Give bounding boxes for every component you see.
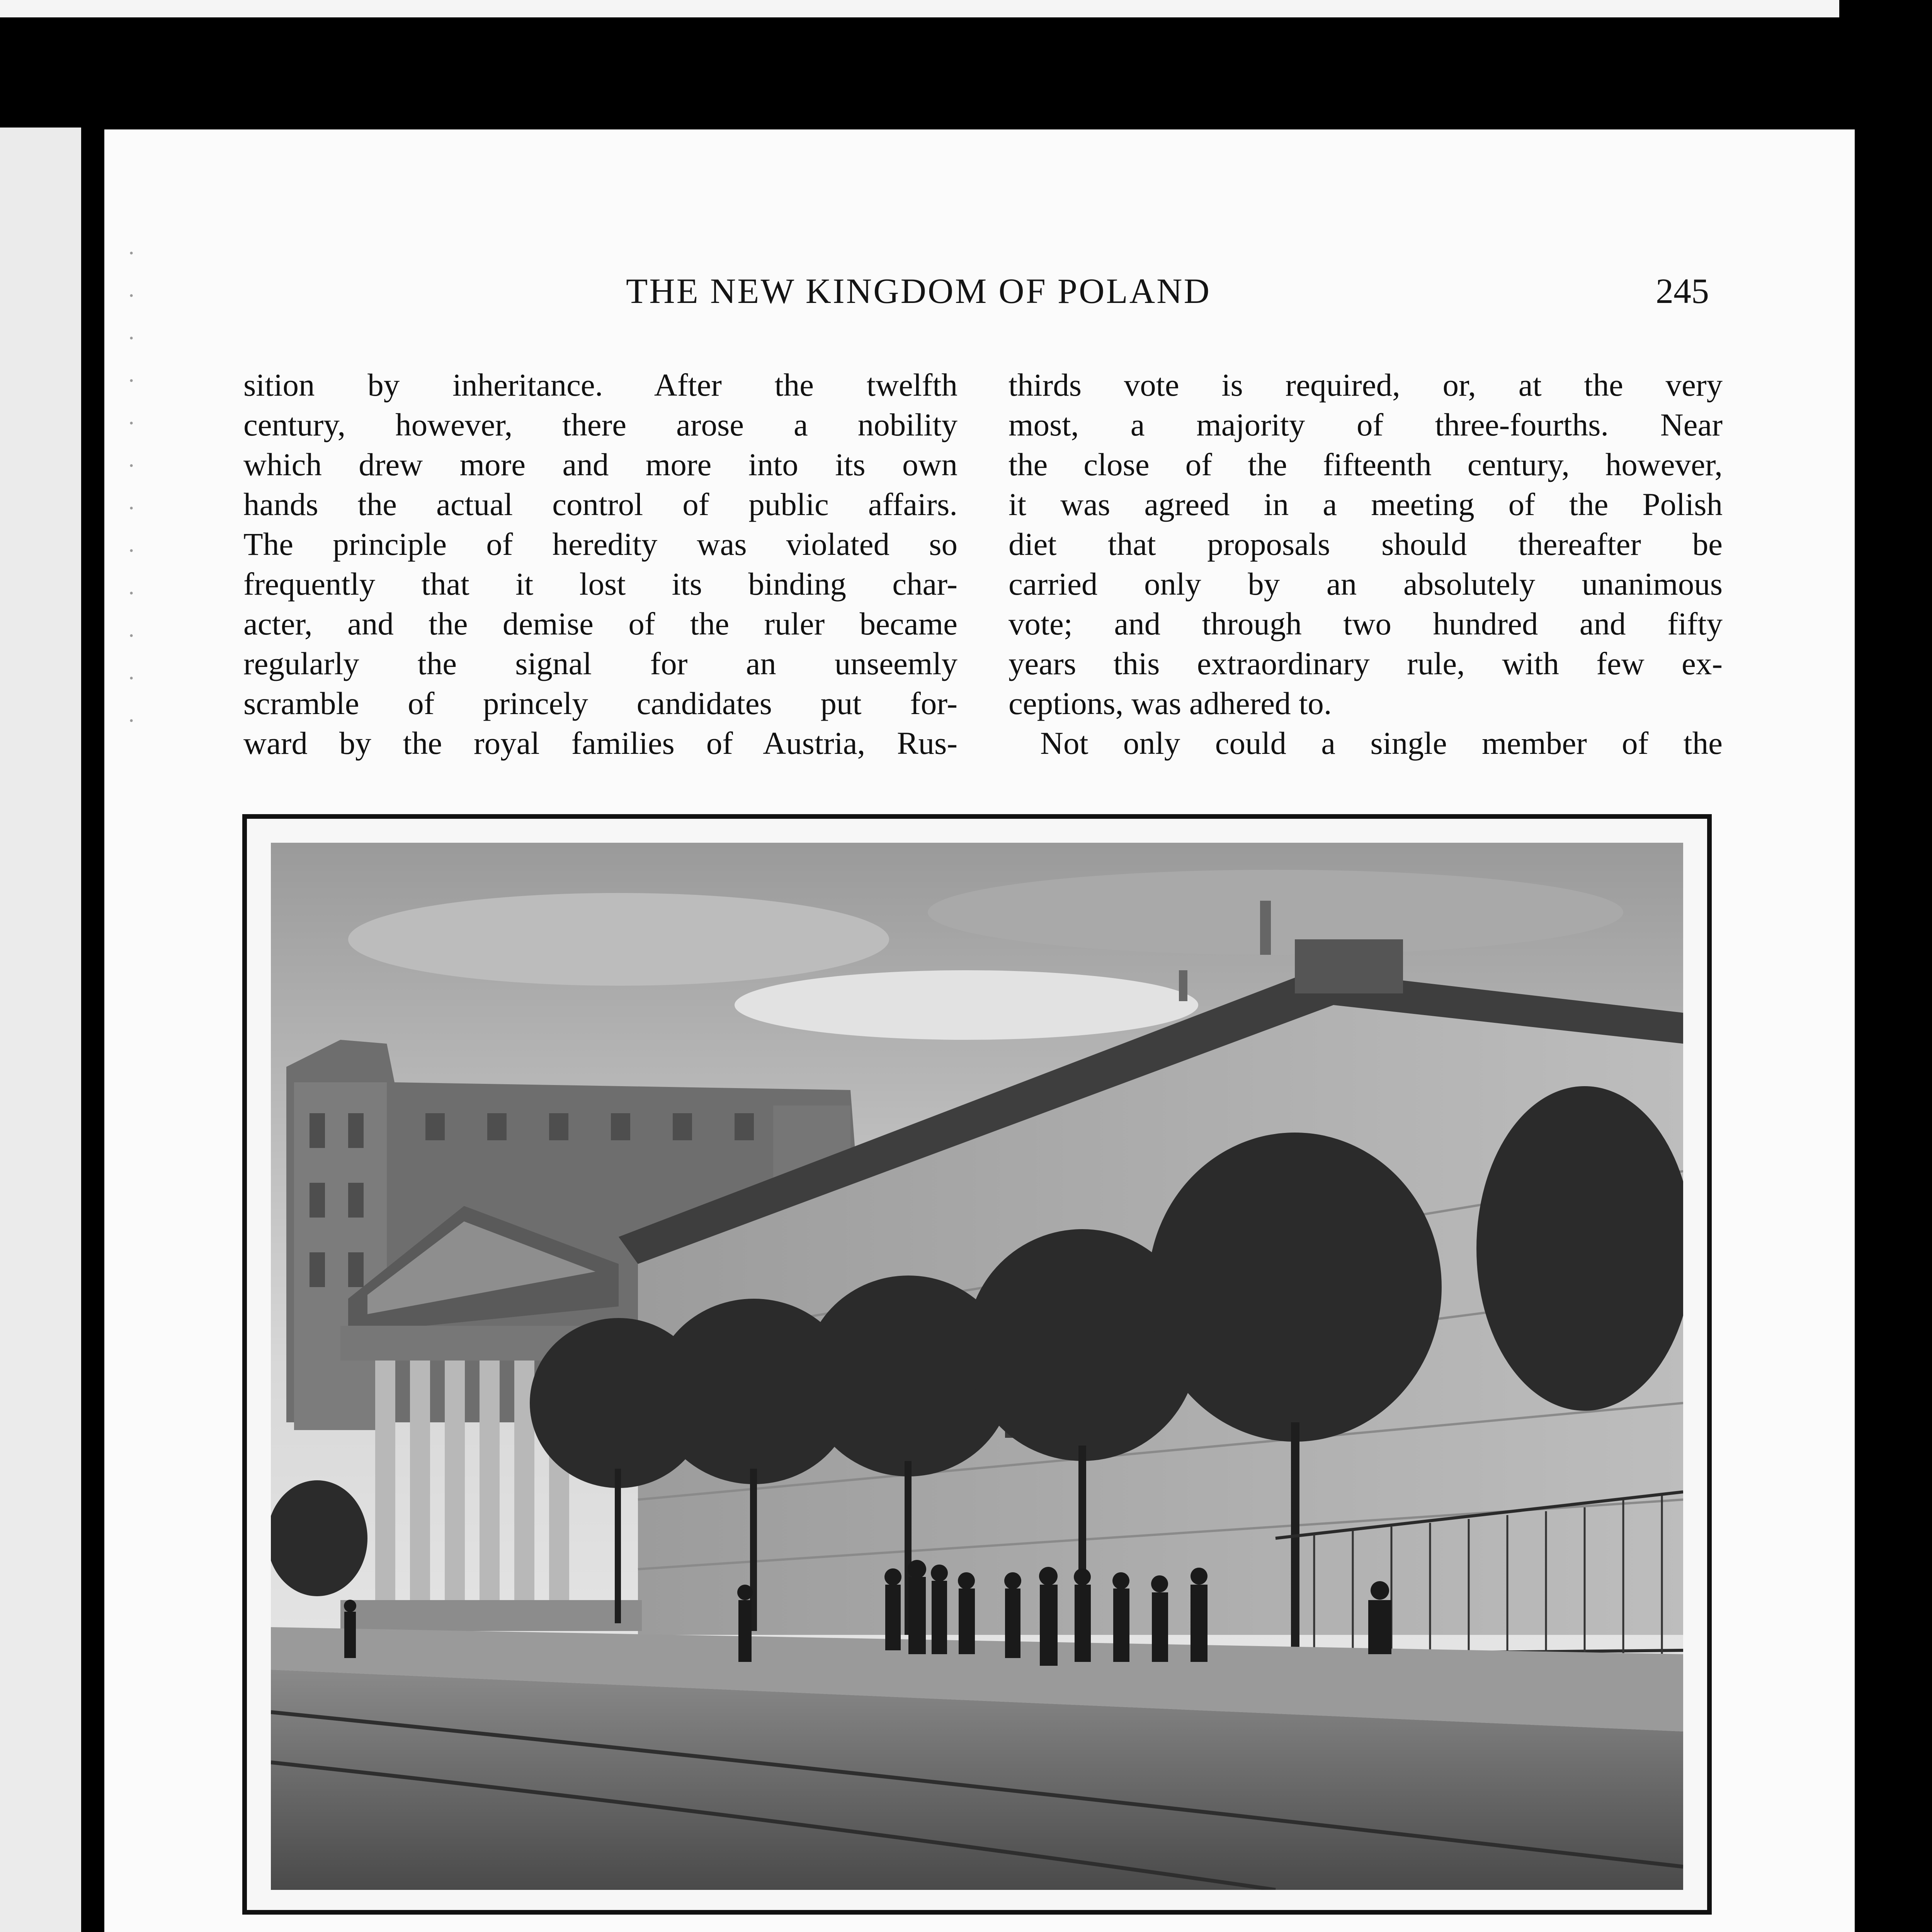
text-line: most, a majority of three-fourths. Near: [1009, 407, 1723, 442]
text-column-top-right: [1009, 365, 1723, 763]
text-line: which drew more and more into its own: [243, 447, 957, 482]
text-line: ceptions, was adhered to.: [1009, 685, 1332, 721]
text-line: vote; and through two hundred and fifty: [1009, 606, 1723, 641]
text-line: regularly the signal for an unseemly: [243, 646, 957, 681]
text-line: it was agreed in a meeting of the Polish: [1009, 486, 1723, 522]
text-line: the close of the fifteenth century, however,: [1009, 447, 1723, 482]
previous-page-edge: [0, 128, 81, 1932]
text-line: years this extraordinary rule, with few ex-: [1009, 646, 1723, 681]
text-line: hands the actual control of public affairs.: [243, 486, 957, 522]
text-line: century, however, there arose a nobility: [243, 407, 957, 442]
text-line: sition by inheritance. After the twelfth: [243, 367, 957, 403]
running-title: THE NEW KINGDOM OF POLAND: [626, 271, 1211, 311]
photo-figure: [242, 814, 1712, 1915]
text-line: carried only by an absolutely unanimous: [1009, 566, 1723, 602]
text-line: acter, and the demise of the ruler became: [243, 606, 957, 641]
text-line: ward by the royal families of Austria, Rus-: [243, 725, 957, 761]
text-column-top-left: [243, 365, 957, 763]
text-line: The principle of heredity was violated so: [243, 526, 957, 562]
text-line: diet that proposals should thereafter be: [1009, 526, 1723, 562]
text-line: scramble of princely candidates put for-: [243, 685, 957, 721]
page-number: 245: [1656, 271, 1709, 311]
text-line: Not only could a single member of the: [1040, 725, 1723, 761]
text-line: frequently that it lost its binding char-: [243, 566, 957, 602]
next-page-edge-top: [0, 0, 1839, 17]
binding-marks: · · · · · · · · · · · ·: [128, 240, 135, 733]
warsaw-exchange-photo: [271, 843, 1683, 1890]
text-line: thirds vote is required, or, at the very: [1009, 367, 1723, 403]
